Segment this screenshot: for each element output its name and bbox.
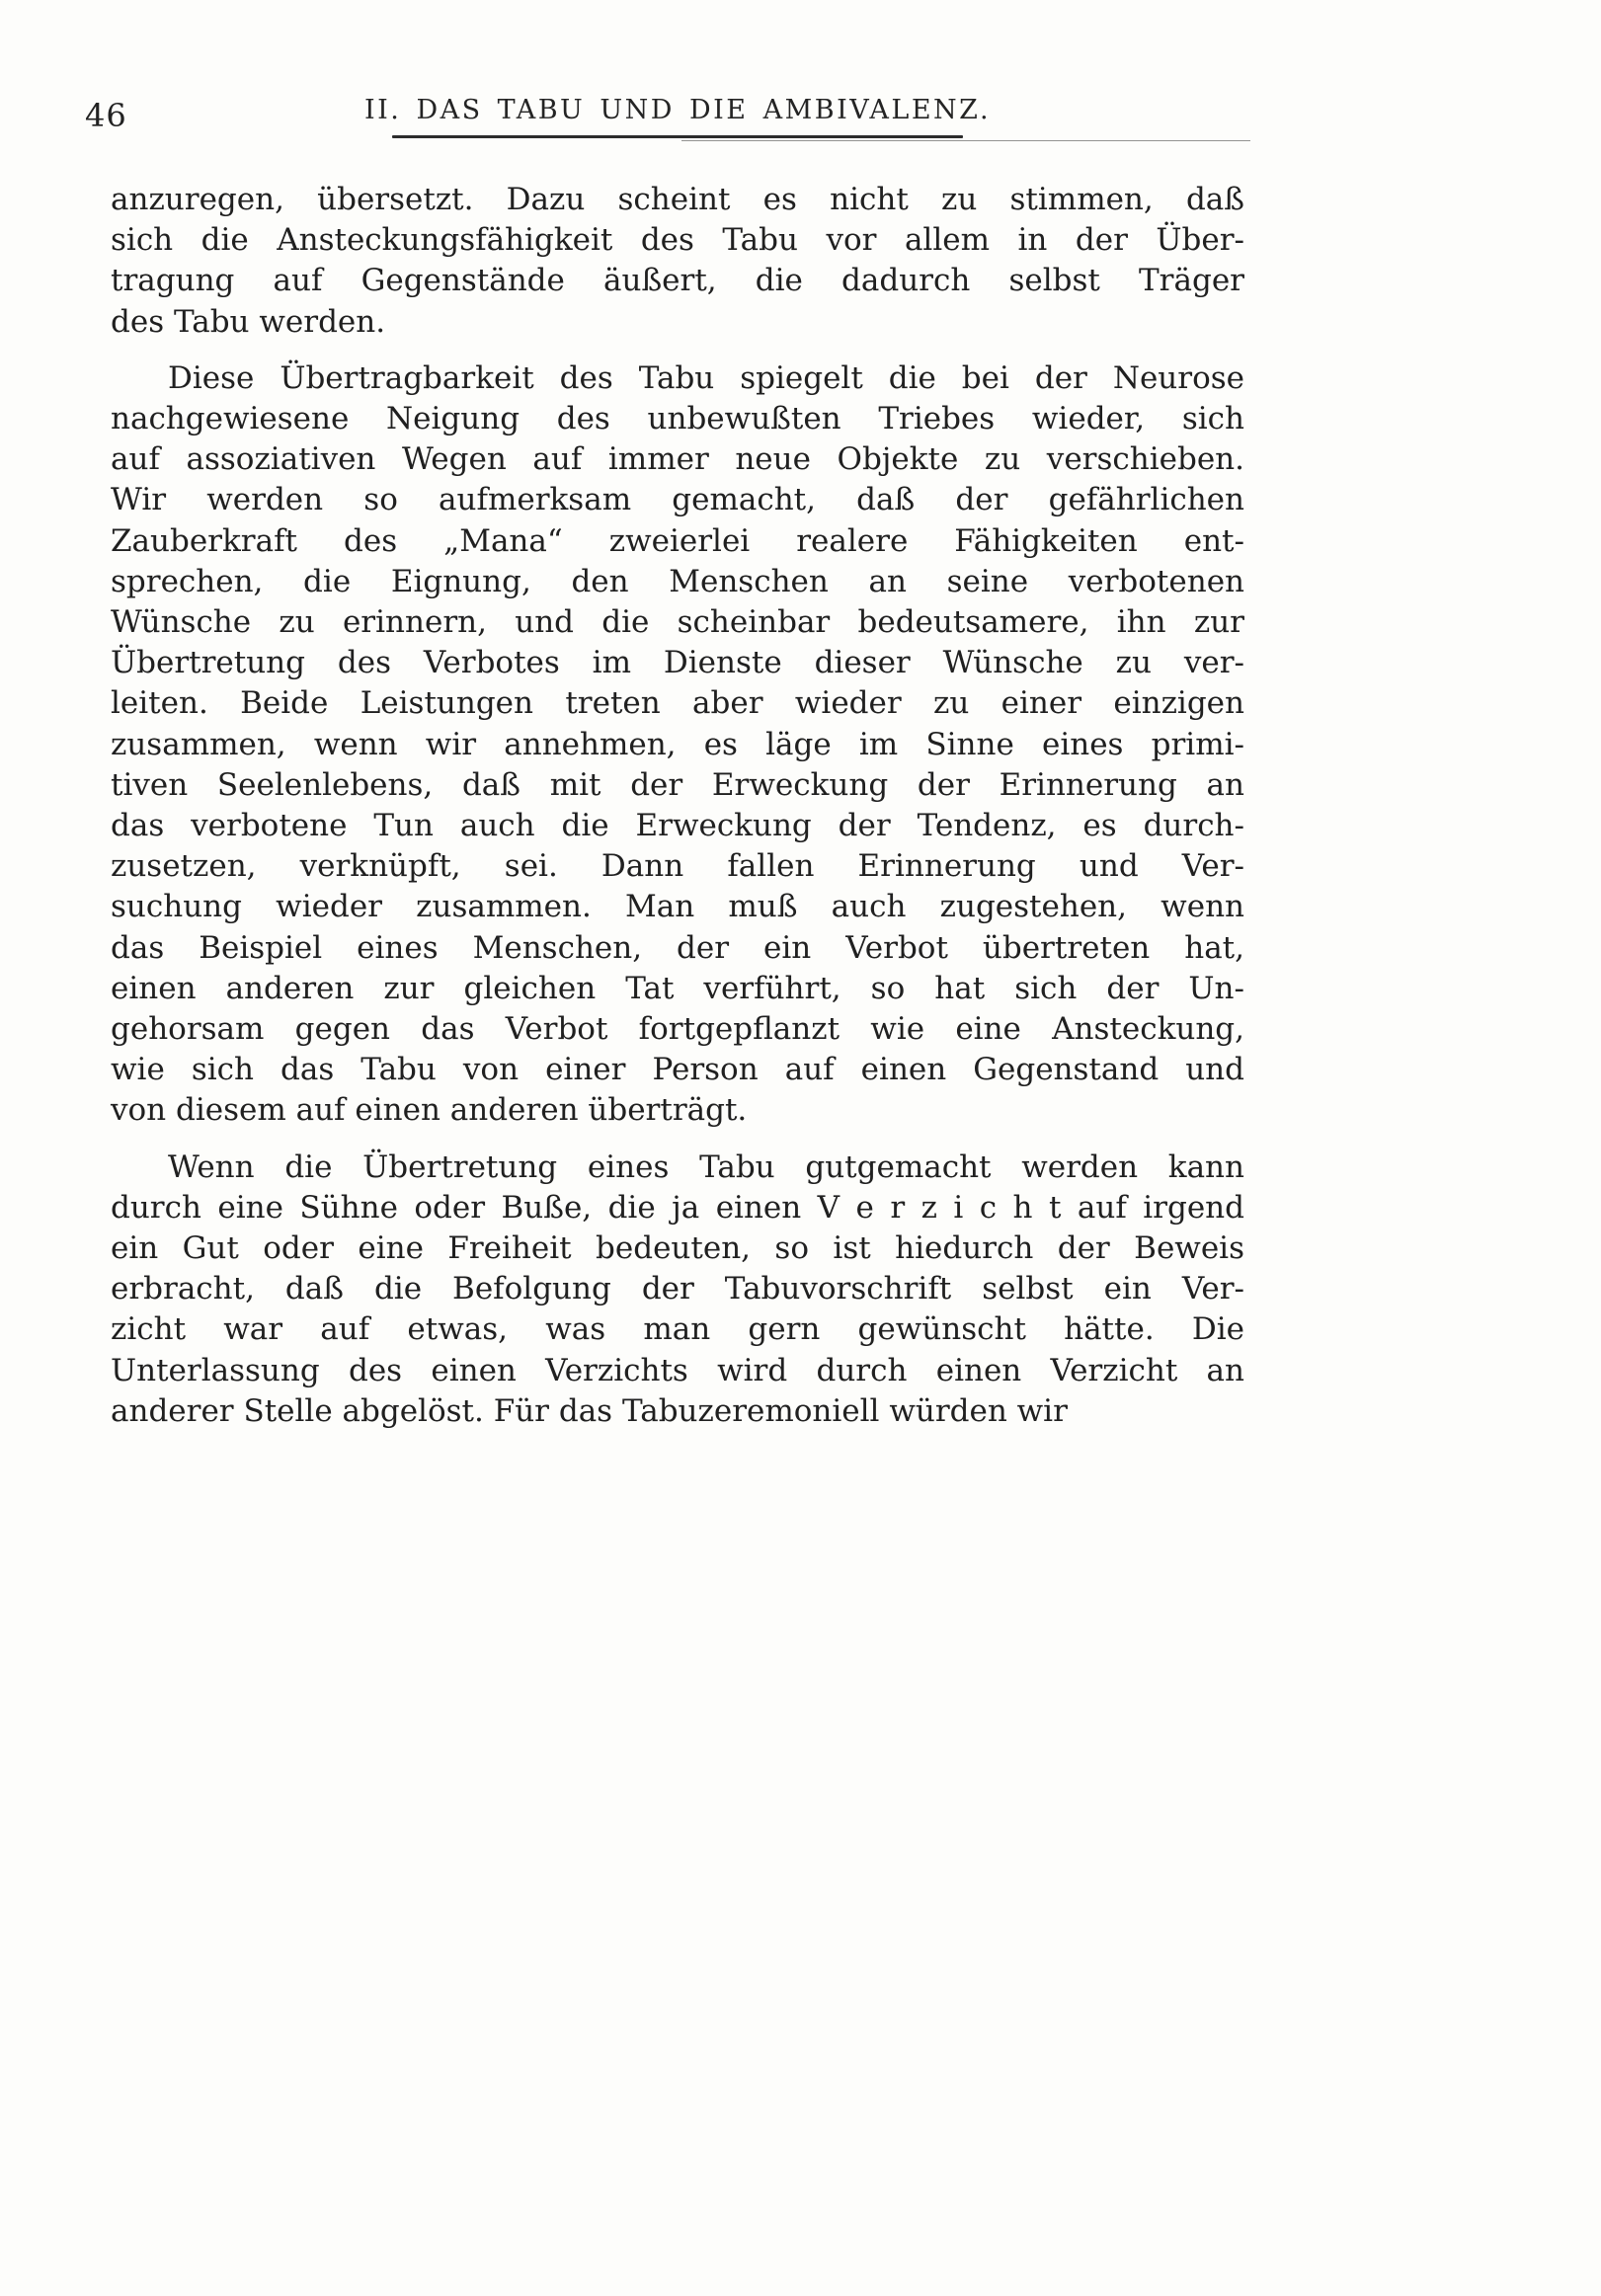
text-line: anderer Stelle abgelöst. Für das Tabuzeremoniell würden wir [111,1392,1068,1429]
text-line: durch eine Sühne oder Buße, die ja einen V e r z i c h t auf irgend [111,1189,1244,1226]
text-line: des Tabu werden. [111,303,386,340]
page-header [85,95,1244,138]
text-line: das Beispiel eines Menschen, der ein Verbot übertreten hat, [111,929,1244,966]
text-line: einen anderen zur gleichen Tat verführt, so hat sich der Un- [111,970,1244,1006]
text-line: wie sich das Tabu von einer Person auf einen Gegenstand und [111,1052,1244,1088]
text-line: leiten. Beide Leistungen treten aber wieder zu einer einzigen [111,685,1244,722]
text-line: Diese Übertragbarkeit des Tabu spiegelt die bei der Neurose [168,359,1244,396]
text-line: Übertretung des Verbotes im Dienste dieser Wünsche zu ver- [111,645,1244,681]
text-line: suchung wieder zusammen. Man muß auch zugestehen, wenn [111,889,1244,925]
text-line: auf assoziativen Wegen auf immer neue Objekte zu verschieben. [111,441,1244,478]
text-line: sich die Ansteckungsfähigkeit des Tabu vor allem in der Über- [111,222,1244,259]
header-rule [392,135,963,138]
text-line: sprechen, die Eignung, den Menschen an seine verbotenen [111,563,1244,599]
running-head: II. DAS TABU UND DIE AMBIVALENZ. [363,95,992,125]
text-line: Unterlassung des einen Verzichts wird durch einen Verzicht an [111,1352,1244,1388]
text-line: gehorsam gegen das Verbot fortgepflanzt wie eine Ansteckung, [111,1011,1244,1048]
text-line: das verbotene Tun auch die Erweckung der Tendenz, es durch- [111,808,1244,844]
page-number: 46 [85,97,127,134]
text-line: tiven Seelenlebens, daß mit der Erweckung der Erinnerung an [111,766,1244,803]
text-line: Zauberkraft des „Mana“ zweierlei realere Fähigkeiten ent- [111,522,1244,559]
text-line: erbracht, daß die Befolgung der Tabuvorschrift selbst ein Ver- [111,1271,1244,1307]
paragraph [111,1148,1244,1432]
text-line: zicht war auf etwas, was man gern gewünscht hätte. Die [111,1311,1244,1348]
text-line: tragung auf Gegenstände äußert, die dadurch selbst Träger [111,263,1244,299]
text-line: zusetzen, verknüpft, sei. Dann fallen Erinnerung und Ver- [111,848,1244,885]
text-line: Wir werden so aufmerksam gemacht, daß der gefährlichen [111,482,1244,518]
text-line: anzuregen, übersetzt. Dazu scheint es nicht zu stimmen, daß [111,182,1244,217]
paragraph [111,358,1244,1132]
text-line: Wünsche zu erinnern, und die scheinbar bedeutsamere, ihn zur [111,604,1244,641]
text-line: ein Gut oder eine Freiheit bedeuten, so ist hiedurch der Beweis [111,1230,1244,1267]
text-line: von diesem auf einen anderen überträgt. [111,1092,748,1129]
text-line: Wenn die Übertretung eines Tabu gutgemacht werden kann [168,1148,1244,1185]
text-block [111,180,1244,1448]
text-line: zusammen, wenn wir annehmen, es läge im Sinne eines primi- [111,726,1244,762]
text-line: nachgewiesene Neigung des unbewußten Triebes wieder, sich [111,401,1244,437]
paragraph [111,180,1244,343]
